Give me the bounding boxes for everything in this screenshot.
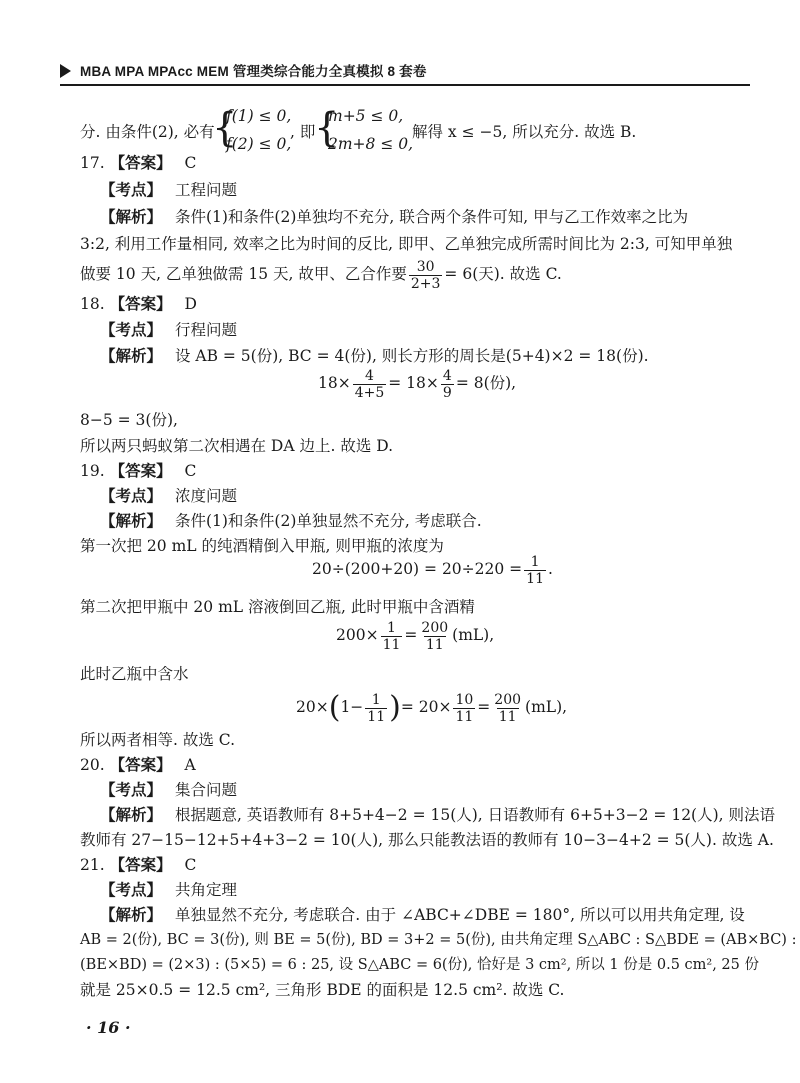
question-number: 17. — [80, 154, 105, 172]
analysis-label: 【解析】 — [100, 905, 163, 924]
analysis-text: 条件(1)和条件(2)单独均不充分, 联合两个条件可知, 甲与乙工作效率之比为 — [174, 208, 689, 226]
q19-analysis-line-5: 所以两者相等. 故选 C. — [80, 731, 236, 749]
fraction-denominator: 11 — [382, 636, 401, 653]
header-rule — [60, 84, 750, 86]
q20-analysis-line-2: 教师有 27−15−12+5+4+3−2 = 10(人), 那么只能教法语的教师有 10−3−4+2 = 5(人). 故选 A. — [80, 831, 774, 849]
fraction-denominator: 9 — [442, 384, 452, 401]
q16-system-2-row-1: m+5 ≤ 0, — [328, 107, 404, 125]
equation-text: . — [547, 560, 553, 578]
question-number: 20. — [80, 756, 105, 774]
point-label: 【考点】 — [100, 180, 163, 199]
q18-analysis-line-1 — [100, 346, 649, 366]
page-number: · 16 · — [86, 1018, 131, 1037]
q16-system-1-row-1: f(1) ≤ 0, — [226, 107, 292, 125]
fraction-numerator: 4 — [365, 367, 374, 384]
question-number: 18. — [80, 295, 105, 313]
q19-analysis-line-2: 第一次把 20 mL 的纯酒精倒入甲瓶, 则甲瓶的浓度为 — [80, 537, 444, 555]
right-paren: ) — [389, 690, 401, 725]
q17-answer-line — [80, 153, 196, 173]
q21-analysis-line-4: 就是 25×0.5 = 12.5 cm², 三角形 BDE 的面积是 12.5 cm². 故选 C. — [80, 981, 565, 999]
q17-point-line — [100, 180, 237, 200]
point-value: 集合问题 — [174, 781, 237, 799]
analysis-label: 【解析】 — [100, 511, 163, 530]
fraction-denominator: 11 — [526, 570, 544, 587]
q20-point-line — [100, 780, 237, 800]
fraction — [365, 692, 387, 725]
fraction-denominator: 4+5 — [354, 384, 385, 401]
analysis-text: = 6(天). 故选 C. — [444, 265, 562, 283]
point-label: 【考点】 — [100, 486, 163, 505]
fraction-numerator: 4 — [442, 367, 452, 384]
analysis-text: 单独显然不充分, 考虑联合. 由于 ∠ABC+∠DBE = 180°, 所以可以用共角定理, 设 — [174, 906, 745, 924]
triangle-marker-icon — [60, 64, 71, 78]
fraction — [453, 692, 475, 725]
q18-analysis-line-2: 8−5 = 3(份), — [80, 411, 178, 429]
q21-analysis-line-3: (BE×BD) = (2×3) : (5×5) = 6 : 25, 设 S△ABC = 6(份), 恰好是 3 cm², 所以 1 份是 0.5 cm², 25 份 — [80, 957, 759, 973]
fraction-numerator: 10 — [455, 691, 474, 708]
q19-equation-3 — [296, 688, 567, 726]
fraction — [524, 554, 546, 587]
equation-text: (mL), — [525, 698, 568, 716]
q17-analysis-line-3 — [80, 258, 562, 292]
running-header — [60, 60, 750, 82]
answer-value: C — [184, 462, 197, 480]
answer-label: 【答案】 — [109, 461, 172, 480]
question-number: 19. — [80, 462, 105, 480]
answer-label: 【答案】 — [109, 855, 172, 874]
q16-conclusion-prefix: 分. 由条件(2), 必有 — [80, 123, 215, 141]
fraction-numerator: 1 — [530, 553, 540, 570]
point-value: 工程问题 — [174, 181, 237, 199]
q19-equation-2 — [336, 618, 494, 653]
analysis-text: 根据题意, 英语教师有 8+5+4−2 = 15(人), 日语教师有 6+5+3−2 = 12(人), 则法语 — [174, 806, 776, 824]
point-label: 【考点】 — [100, 320, 163, 339]
fraction-denominator: 2+3 — [410, 275, 441, 292]
equation-text: = 8(份), — [455, 374, 517, 392]
answer-value: C — [184, 856, 197, 874]
equation-text: = 20× — [400, 698, 452, 716]
point-label: 【考点】 — [100, 780, 163, 799]
q21-answer-line — [80, 855, 196, 875]
equation-text: 1− — [340, 698, 364, 716]
q18-point-line — [100, 320, 237, 340]
analysis-label: 【解析】 — [100, 207, 163, 226]
fraction-numerator: 30 — [416, 258, 435, 275]
q17-analysis-line-2: 3:2, 利用工作量相同, 效率之比为时间的反比, 即甲、乙单独完成所需时间比为 2:3, 可知甲单独 — [80, 235, 733, 253]
answer-label: 【答案】 — [109, 755, 172, 774]
answer-value: A — [184, 756, 196, 774]
left-paren: ( — [328, 690, 341, 725]
q16-conclusion-suffix: 解得 x ≤ −5, 所以充分. 故选 B. — [412, 123, 637, 141]
q20-analysis-line-1 — [100, 805, 775, 825]
question-number: 21. — [80, 856, 105, 874]
equation-text: (mL), — [452, 626, 495, 644]
q21-point-line — [100, 880, 237, 900]
fraction — [441, 368, 454, 401]
fraction — [419, 620, 450, 653]
fraction-numerator: 200 — [421, 619, 449, 636]
q16-system-2-row-2: 2m+8 ≤ 0, — [328, 135, 414, 153]
q18-equation — [318, 366, 516, 401]
answer-label: 【答案】 — [109, 153, 172, 172]
equation-text: = — [477, 698, 491, 716]
q16-conclusion-mid: , 即 — [290, 123, 316, 141]
fraction — [492, 692, 523, 725]
q21-analysis-line-2: AB = 2(份), BC = 3(份), 则 BE = 5(份), BD = 3+2 = 5(份), 由共角定理 S△ABC : S△BDE = (AB×BC) : — [80, 932, 797, 948]
point-value: 行程问题 — [174, 321, 237, 339]
analysis-label: 【解析】 — [100, 346, 163, 365]
q19-analysis-line-4: 此时乙瓶中含水 — [80, 665, 189, 683]
q19-answer-line — [80, 461, 196, 481]
answer-label: 【答案】 — [109, 294, 172, 313]
analysis-text: 设 AB = 5(份), BC = 4(份), 则长方形的周长是(5+4)×2 = 18(份). — [174, 347, 649, 365]
fraction — [409, 259, 443, 292]
fraction-numerator: 1 — [387, 619, 396, 636]
point-label: 【考点】 — [100, 880, 163, 899]
fraction-denominator: 11 — [455, 708, 474, 725]
q18-answer-line — [80, 294, 197, 314]
equation-text: 20÷(200+20) = 20÷220 = — [312, 560, 523, 578]
fraction — [353, 368, 387, 401]
q19-equation-1 — [312, 552, 553, 587]
equation-text: 20× — [296, 698, 329, 716]
fraction-denominator: 11 — [498, 708, 517, 725]
q20-answer-line — [80, 755, 196, 775]
brace-icon: { — [212, 105, 238, 151]
point-value: 浓度问题 — [174, 487, 237, 505]
brace-icon: { — [314, 105, 340, 151]
equation-text: 200× — [336, 626, 379, 644]
q19-analysis-line-3: 第二次把甲瓶中 20 mL 溶液倒回乙瓶, 此时甲瓶中含酒精 — [80, 598, 475, 616]
point-value: 共角定理 — [174, 881, 237, 899]
q17-analysis-line-1 — [100, 207, 688, 227]
answer-value: C — [184, 154, 197, 172]
header-title: MBA MPA MPAcc MEM 管理类综合能力全真模拟 8 套卷 — [80, 64, 427, 79]
q21-analysis-line-1 — [100, 905, 745, 925]
q16-system-1-row-2: f(2) ≤ 0, — [226, 135, 292, 153]
fraction-denominator: 11 — [425, 636, 444, 653]
analysis-text: 做要 10 天, 乙单独做需 15 天, 故甲、乙合作要 — [80, 265, 407, 283]
fraction — [381, 620, 403, 653]
analysis-label: 【解析】 — [100, 805, 163, 824]
fraction-numerator: 1 — [371, 691, 381, 708]
equation-text: = 18× — [388, 374, 439, 392]
q19-point-line — [100, 486, 237, 506]
fraction-denominator: 11 — [367, 708, 386, 725]
answer-value: D — [184, 295, 197, 313]
analysis-text: 条件(1)和条件(2)单独显然不充分, 考虑联合. — [174, 512, 482, 530]
q19-analysis-line-1 — [100, 511, 482, 531]
equation-text: = — [404, 626, 418, 644]
equation-text: 18× — [318, 374, 351, 392]
q18-analysis-line-3: 所以两只蚂蚁第二次相遇在 DA 边上. 故选 D. — [80, 437, 394, 455]
fraction-numerator: 200 — [494, 691, 522, 708]
